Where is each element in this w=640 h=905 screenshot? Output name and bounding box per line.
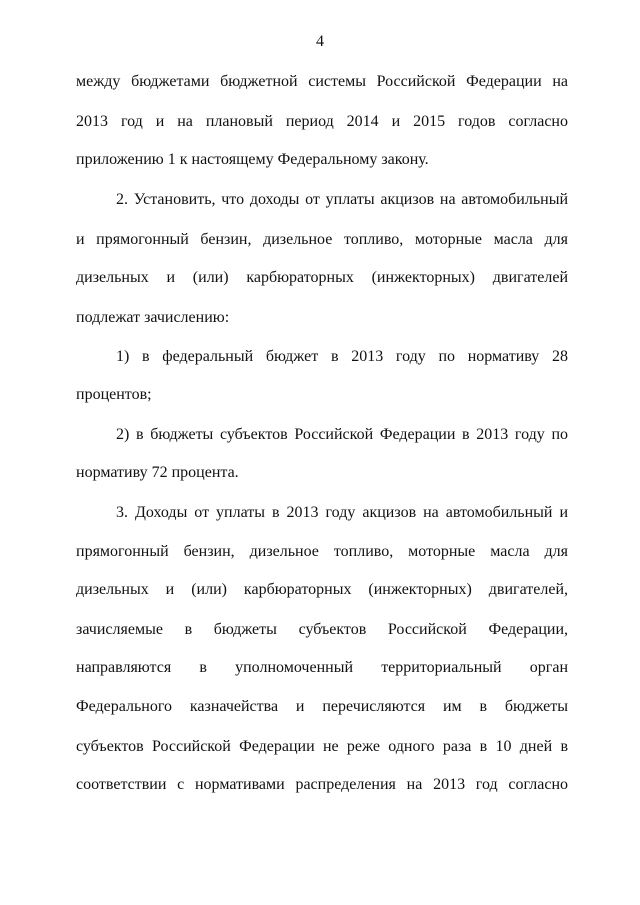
text-line: прямогонный бензин, дизельное топливо, моторные масла для [76,543,568,560]
text-line: приложению 1 к настоящему Федеральному закону. [76,151,429,168]
text-line: зачисляемые в бюджеты субъектов Российской Федерации, [76,621,568,638]
text-line: 2) в бюджеты субъектов Российской Федерации в 2013 году по [116,426,568,443]
text-line: 2013 год и на плановый период 2014 и 2015 годов согласно [76,113,568,130]
text-line: субъектов Российской Федерации не реже одного раза в 10 дней в [76,738,568,755]
text-line: направляются в уполномоченный территориальный орган [76,659,568,676]
text-line: нормативу 72 процента. [76,464,239,481]
text-line: дизельных и (или) карбюраторных (инжекторных) двигателей, [76,581,568,598]
text-line: между бюджетами бюджетной системы Российской Федерации на [76,73,568,90]
text-line: соответствии с нормативами распределения на 2013 год согласно [76,776,568,793]
text-line: 3. Доходы от уплаты в 2013 году акцизов на автомобильный и [116,504,568,521]
text-line: процентов; [76,386,152,403]
text-line: дизельных и (или) карбюраторных (инжекторных) двигателей [76,269,568,286]
text-line: и прямогонный бензин, дизельное топливо, моторные масла для [76,231,568,248]
text-line: подлежат зачислению: [76,309,230,326]
page-number: 4 [316,33,324,50]
text-line: Федерального казначейства и перечисляются им в бюджеты [76,698,568,715]
text-line: 2. Установить, что доходы от уплаты акцизов на автомобильный [116,191,568,208]
text-line: 1) в федеральный бюджет в 2013 году по нормативу 28 [116,348,568,365]
